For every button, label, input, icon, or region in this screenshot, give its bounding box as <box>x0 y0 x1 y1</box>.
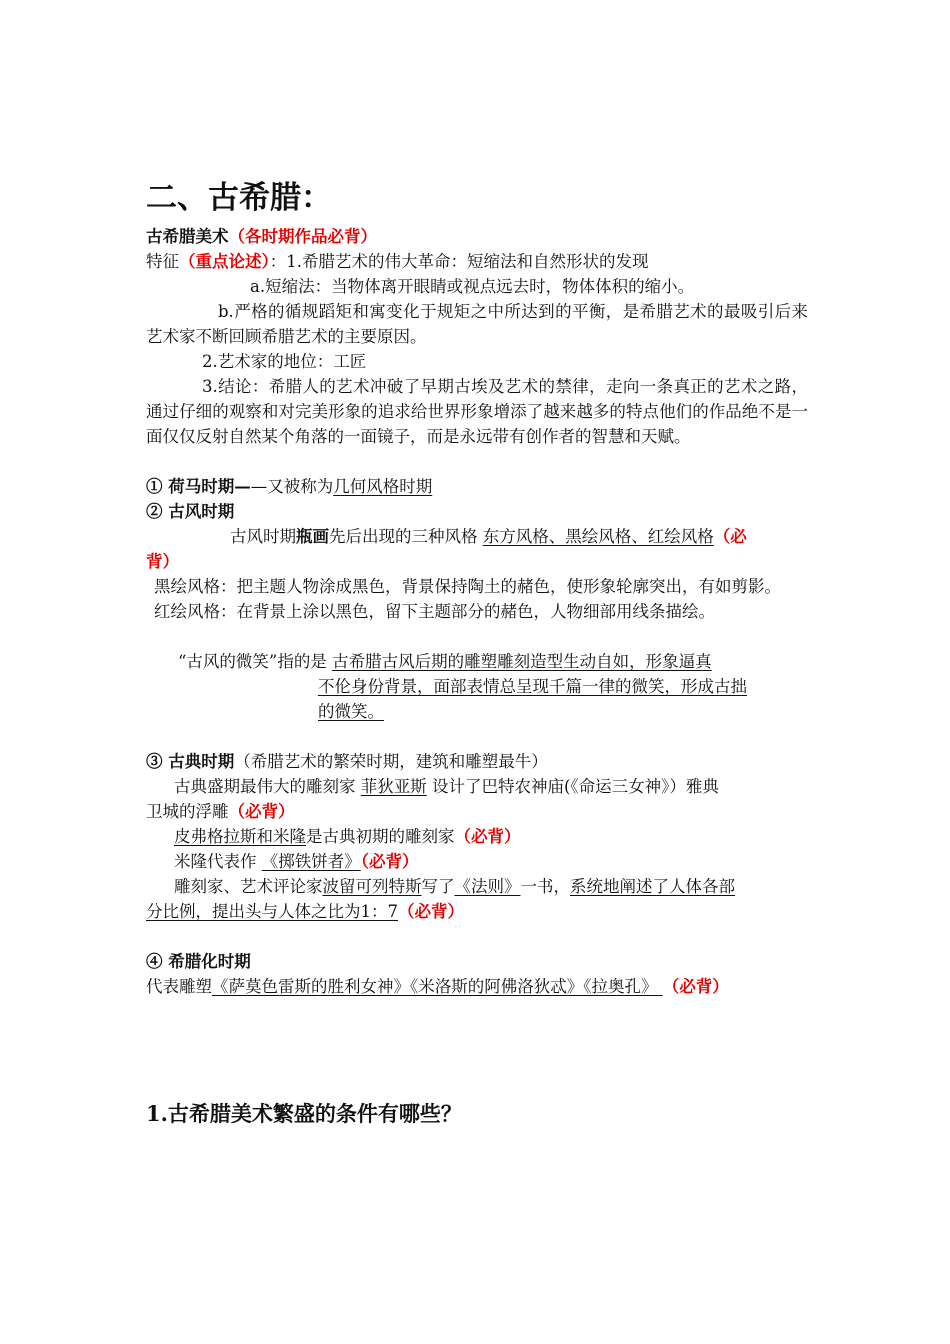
spacer <box>146 724 808 749</box>
subtitle-note: （各时期作品必背） <box>228 227 377 246</box>
classical-line3 <box>146 824 808 849</box>
document-page <box>146 178 808 1129</box>
cl5-pre: 雕刻家、艺术评论家 <box>174 877 323 896</box>
archaic-note-2: 背） <box>146 552 179 571</box>
cl4-note: （必背） <box>360 852 419 871</box>
hel-note: （必背） <box>662 977 729 996</box>
cl3-post: 是古典初期的雕刻家 <box>306 827 455 846</box>
homer-period <box>146 474 808 499</box>
question-heading: 1.古希腊美术繁盛的条件有哪些？ <box>146 1101 462 1126</box>
archaic-bold: 瓶画 <box>296 527 329 546</box>
spacer <box>146 999 808 1099</box>
archaic-note-1: （必 <box>713 527 747 546</box>
subtitle <box>146 224 808 249</box>
cl2: 卫城的浮雕 <box>146 802 229 821</box>
cl6-note: （必背） <box>398 902 464 921</box>
classical-line2 <box>146 799 808 824</box>
hel-pre: 代表雕塑 <box>146 977 212 996</box>
subtitle-text: 古希腊美术 <box>146 227 229 246</box>
smile-line3: 的微笑。 <box>318 702 384 721</box>
features-lead-note: （重点论述） <box>179 252 270 271</box>
cl5-mid: 写了 <box>421 877 455 896</box>
classical-line6 <box>146 899 808 924</box>
archaic-styles: 东方风格、黑绘风格、红绘风格 <box>482 527 714 546</box>
archaic-mid: 先后出现的三种风格 <box>329 527 483 546</box>
cl3-note: （必背） <box>454 827 521 846</box>
homer-link: 几何风格时期 <box>333 477 433 496</box>
features-b: b.严格的循规蹈矩和寓变化于规矩之中所达到的平衡，是希腊艺术的最吸引后来艺术家不断回顾希腊艺术的主要原因。 <box>146 302 808 346</box>
cl5-book: 《法则》 <box>454 877 521 896</box>
homer-text: —又被称为 <box>250 477 334 496</box>
classical-heading <box>146 749 808 774</box>
hellenistic-line <box>146 974 808 999</box>
classical-line1 <box>146 774 808 799</box>
hel-works: 《萨莫色雷斯的胜利女神》《米洛斯的阿佛洛狄忒》《拉奥孔》 <box>212 977 663 996</box>
classical-label: ③ 古典时期 <box>146 752 235 771</box>
black-figure: 黑绘风格：把主题人物涂成黑色，背景保持陶土的赭色，使形象轮廓突出，有如剪影。 <box>154 577 781 596</box>
section-title: 二、古希腊： <box>146 180 332 216</box>
cl1-post: 设计了巴特农神庙(《命运三女神》）雅典 <box>426 777 719 796</box>
features-a: a.短缩法：当物体离开眼睛或视点远去时，物体体积的缩小。 <box>250 277 695 296</box>
classical-label-note: （希腊艺术的繁荣时期，建筑和雕塑最牛） <box>234 752 548 771</box>
classical-line5 <box>146 874 808 899</box>
archaic-styles-line <box>146 524 808 549</box>
features-p3: 3.结论：希腊人的艺术冲破了早期古埃及艺术的禁律，走向一条真正的艺术之路，通过仔细的观察和对完美形象的追求给世界形象增添了越来越多的特点他们的作品绝不是一面仅仅反射自然某个角落的一面镜子，而是永远带有创作者的智慧和天赋。 <box>146 377 808 446</box>
features-line1-text: ：1.希腊艺术的伟大革命：短缩法和自然形状的发现 <box>269 252 649 271</box>
smile-line1 <box>146 649 808 674</box>
cl3-name: 皮弗格拉斯和米隆 <box>174 827 306 846</box>
cl4-pre: 米隆代表作 <box>174 852 262 871</box>
spacer <box>146 449 808 474</box>
smile-line2: 不伦身份背景，面部表情总呈现千篇一律的微笑，形成古拙 <box>318 677 747 696</box>
hellenistic-label: ④ 希腊化时期 <box>146 952 251 971</box>
spacer <box>146 624 808 649</box>
cl5-post: 一书， <box>520 877 570 896</box>
features-p2: 2.艺术家的地位：工匠 <box>202 352 367 371</box>
cl1-pre: 古典盛期最伟大的雕刻家 <box>174 777 361 796</box>
classical-line4 <box>146 849 808 874</box>
archaic-pre: 古风时期 <box>230 527 296 546</box>
smile-q: “古风的微笑”指的是 <box>178 652 333 671</box>
cl4-work: 《掷铁饼者》 <box>261 852 361 871</box>
cl1-name: 菲狄亚斯 <box>360 777 427 796</box>
features-lead: 特征 <box>146 252 179 271</box>
cl5-desc: 系统地阐述了人体各部 <box>570 877 735 896</box>
spacer <box>146 924 808 949</box>
cl2-note: （必背） <box>228 802 295 821</box>
homer-label: ① 荷马时期— <box>146 477 251 496</box>
features-line1 <box>146 249 808 274</box>
archaic-label: ② 古风时期 <box>146 502 235 521</box>
cl5-name: 波留可列特斯 <box>322 877 422 896</box>
cl6-desc: 分比例，提出头与人体之比为1：7 <box>146 902 398 921</box>
smile-1: 古希腊古风后期的雕塑雕刻造型生动自如，形象逼真 <box>332 652 712 671</box>
red-figure: 红绘风格：在背景上涂以黑色，留下主题部分的赭色，人物细部用线条描绘。 <box>154 602 715 621</box>
